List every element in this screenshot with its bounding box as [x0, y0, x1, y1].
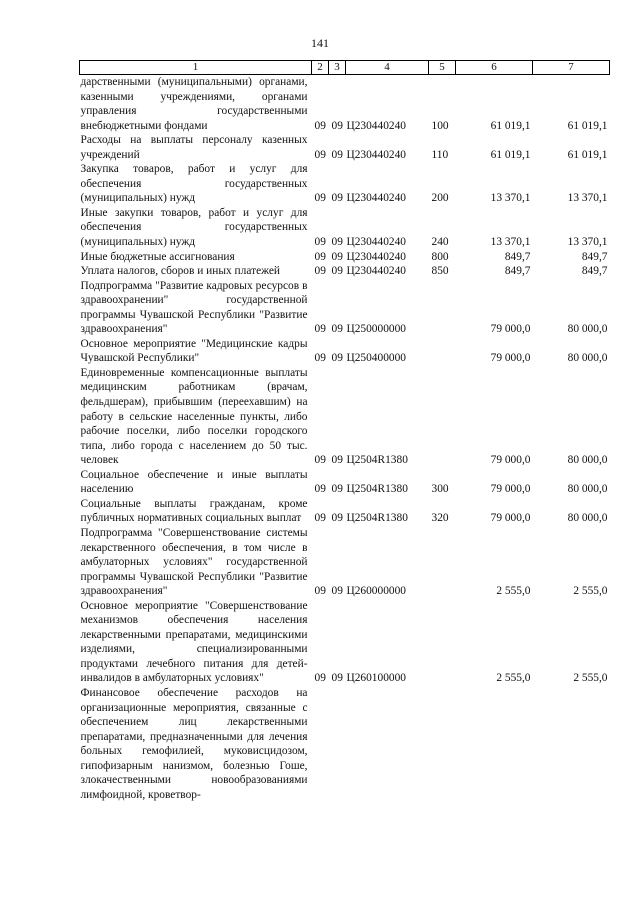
- row-amount-year-2: 61 019,1: [567, 148, 608, 161]
- row-target-article: Ц2504R1380: [346, 483, 408, 496]
- row-description: Основное мероприятие "Совершенствование механизмов обеспечения населения лекарственными препаратами, медицинскими изделиями, специализированными продуктами лечебного питания для детей-инвалидов в амбулаторных условиях": [80, 599, 308, 685]
- row-amount-year-2: 849,7: [581, 265, 608, 278]
- row-section: 09: [314, 265, 326, 278]
- row-subsection: 09: [331, 672, 343, 685]
- row-amount-year-1: 849,7: [504, 250, 531, 263]
- row-section: 09: [314, 119, 326, 132]
- row-section: 09: [314, 192, 326, 205]
- table-row: [80, 337, 610, 366]
- row-section: 09: [314, 483, 326, 496]
- page-number: 141: [311, 36, 329, 50]
- row-target-article: Ц260000000: [346, 585, 406, 598]
- row-subsection: 09: [331, 148, 343, 161]
- table-row: [80, 75, 610, 134]
- table-row: [80, 468, 610, 497]
- row-amount-year-2: 61 019,1: [567, 119, 608, 132]
- row-amount-year-2: 80 000,0: [567, 483, 608, 496]
- row-expense-group: 240: [431, 236, 449, 249]
- table-row: [80, 497, 610, 526]
- row-amount-year-1: 13 370,1: [490, 236, 531, 249]
- row-amount-year-1: 79 000,0: [490, 512, 531, 525]
- row-section: 09: [314, 512, 326, 525]
- row-expense-group: [429, 279, 456, 337]
- row-description: Закупка товаров, работ и услуг для обеспечения государственных (муниципальных) нужд: [80, 163, 308, 205]
- row-amount-year-2: [533, 686, 610, 802]
- row-section: 09: [314, 250, 326, 263]
- column-number-header: [80, 61, 610, 75]
- row-amount-year-2: 80 000,0: [567, 512, 608, 525]
- row-expense-group: 200: [431, 192, 449, 205]
- header-col-7: 7: [533, 61, 610, 75]
- row-expense-group: 100: [431, 119, 449, 132]
- row-amount-year-1: 79 000,0: [490, 483, 531, 496]
- row-description: Иные закупки товаров, работ и услуг для обеспечения государственных (муниципальных) нужд: [80, 206, 308, 249]
- row-description: Расходы на выплаты персоналу казенных учреждений: [80, 134, 308, 161]
- row-amount-year-2: 13 370,1: [567, 236, 608, 249]
- row-section: 09: [314, 236, 326, 249]
- row-subsection: 09: [331, 265, 343, 278]
- row-section: 09: [314, 585, 326, 598]
- row-amount-year-2: 2 555,0: [573, 585, 608, 598]
- row-target-article: Ц250000000: [346, 323, 406, 336]
- row-amount-year-1: 61 019,1: [490, 148, 531, 161]
- row-amount-year-2: 13 370,1: [567, 192, 608, 205]
- row-expense-group: 300: [431, 483, 449, 496]
- row-section: 09: [314, 454, 326, 467]
- row-target-article: Ц2504R1380: [346, 454, 408, 467]
- row-expense-group: 800: [431, 250, 449, 263]
- row-section: 09: [314, 672, 326, 685]
- table-row: [80, 162, 610, 206]
- table-row: [80, 279, 610, 337]
- row-target-article: Ц230440240: [346, 119, 406, 132]
- row-subsection: 09: [331, 192, 343, 205]
- row-description: дарственными (муниципальными) органами, казенными учреждениями, органами управления государственными внебюджетными фондами: [80, 76, 308, 132]
- row-target-article: Ц230440240: [346, 148, 406, 161]
- row-description: Финансовое обеспечение расходов на организационные мероприятия, связанные с обеспечением лиц лекарственными препаратами, предназначенными для лечения больных гемофилией, муковисцидозом, гипофизарным нанизмом, болезнью Гоше, злокачественными новообразованиями лимфоидной, кроветвор-: [80, 686, 308, 801]
- row-subsection: [329, 686, 346, 802]
- row-section: 09: [314, 352, 326, 365]
- row-target-article: Ц230440240: [346, 265, 406, 278]
- row-amount-year-1: 61 019,1: [490, 119, 531, 132]
- row-section: 09: [314, 148, 326, 161]
- row-description: Социальные выплаты гражданам, кроме публичных нормативных социальных выплат: [80, 497, 308, 525]
- row-expense-group: 850: [431, 265, 449, 278]
- row-target-article: Ц260100000: [346, 672, 406, 685]
- row-target-article: Ц2504R1380: [346, 512, 408, 525]
- header-col-4: 4: [346, 61, 429, 75]
- row-amount-year-2: 80 000,0: [567, 323, 608, 336]
- row-amount-year-1: 2 555,0: [496, 585, 531, 598]
- row-amount-year-2: 80 000,0: [567, 454, 608, 467]
- table-row: [80, 599, 610, 686]
- row-amount-year-1: 849,7: [504, 265, 531, 278]
- header-col-3: 3: [329, 61, 346, 75]
- table-row: [80, 206, 610, 250]
- row-amount-year-1: 79 000,0: [490, 323, 531, 336]
- row-description: Подпрограмма "Развитие кадровых ресурсов в здравоохранении" государственной программы Чувашской Республики "Развитие здравоохранения": [80, 279, 308, 336]
- table-row: [80, 250, 610, 265]
- row-subsection: 09: [331, 323, 343, 336]
- table-row: [80, 366, 610, 468]
- row-section: 09: [314, 323, 326, 336]
- row-expense-group: [429, 526, 456, 599]
- table-row: [80, 686, 610, 802]
- row-description: Иные бюджетные ассигнования: [80, 250, 235, 263]
- row-expense-group: [429, 686, 456, 802]
- row-amount-year-1: 79 000,0: [490, 454, 531, 467]
- row-target-article: Ц230440240: [346, 236, 406, 249]
- row-target-article: Ц250400000: [346, 352, 406, 365]
- row-description: Подпрограмма "Совершенствование системы лекарственного обеспечения, в том числе в амбулаторных условиях" государственной программы Чувашской Республики "Развитие здравоохранения": [80, 526, 308, 598]
- table-row: [80, 133, 610, 162]
- header-col-1: 1: [80, 61, 312, 75]
- budget-table: [79, 60, 610, 802]
- row-subsection: 09: [331, 512, 343, 525]
- row-description: Уплата налогов, сборов и иных платежей: [80, 265, 280, 278]
- header-col-6: 6: [456, 61, 533, 75]
- row-target-article: Ц230440240: [346, 250, 406, 263]
- row-subsection: 09: [331, 236, 343, 249]
- row-subsection: 09: [331, 250, 343, 263]
- row-amount-year-2: 849,7: [581, 250, 608, 263]
- row-amount-year-1: [456, 686, 533, 802]
- table-row: [80, 264, 610, 279]
- table-row: [80, 526, 610, 599]
- row-target-article: Ц230440240: [346, 192, 406, 205]
- row-description: Основное мероприятие "Медицинские кадры Чувашской Республики": [80, 337, 308, 365]
- row-amount-year-2: 80 000,0: [567, 352, 608, 365]
- row-amount-year-1: 13 370,1: [490, 192, 531, 205]
- row-subsection: 09: [331, 119, 343, 132]
- row-subsection: 09: [331, 483, 343, 496]
- row-amount-year-1: 2 555,0: [496, 672, 531, 685]
- row-amount-year-1: 79 000,0: [490, 352, 531, 365]
- row-amount-year-2: 2 555,0: [573, 672, 608, 685]
- row-expense-group: 110: [431, 148, 449, 161]
- row-section: [312, 686, 329, 802]
- row-subsection: 09: [331, 454, 343, 467]
- row-expense-group: 320: [431, 512, 449, 525]
- row-expense-group: [429, 599, 456, 686]
- row-subsection: 09: [331, 585, 343, 598]
- row-expense-group: [429, 337, 456, 366]
- row-expense-group: [429, 366, 456, 468]
- header-col-5: 5: [429, 61, 456, 75]
- row-target-article: [346, 686, 429, 802]
- row-description: Единовременные компенсационные выплаты медицинским работникам (врачам, фельдшерам), прибывшим (переехавшим) на работу в сельские населенные пункты, либо рабочие поселки, либо поселки городского типа, либо города с населением до 50 тыс. человек: [80, 366, 308, 467]
- row-subsection: 09: [331, 352, 343, 365]
- row-description: Социальное обеспечение и иные выплаты населению: [80, 468, 308, 496]
- header-col-2: 2: [312, 61, 329, 75]
